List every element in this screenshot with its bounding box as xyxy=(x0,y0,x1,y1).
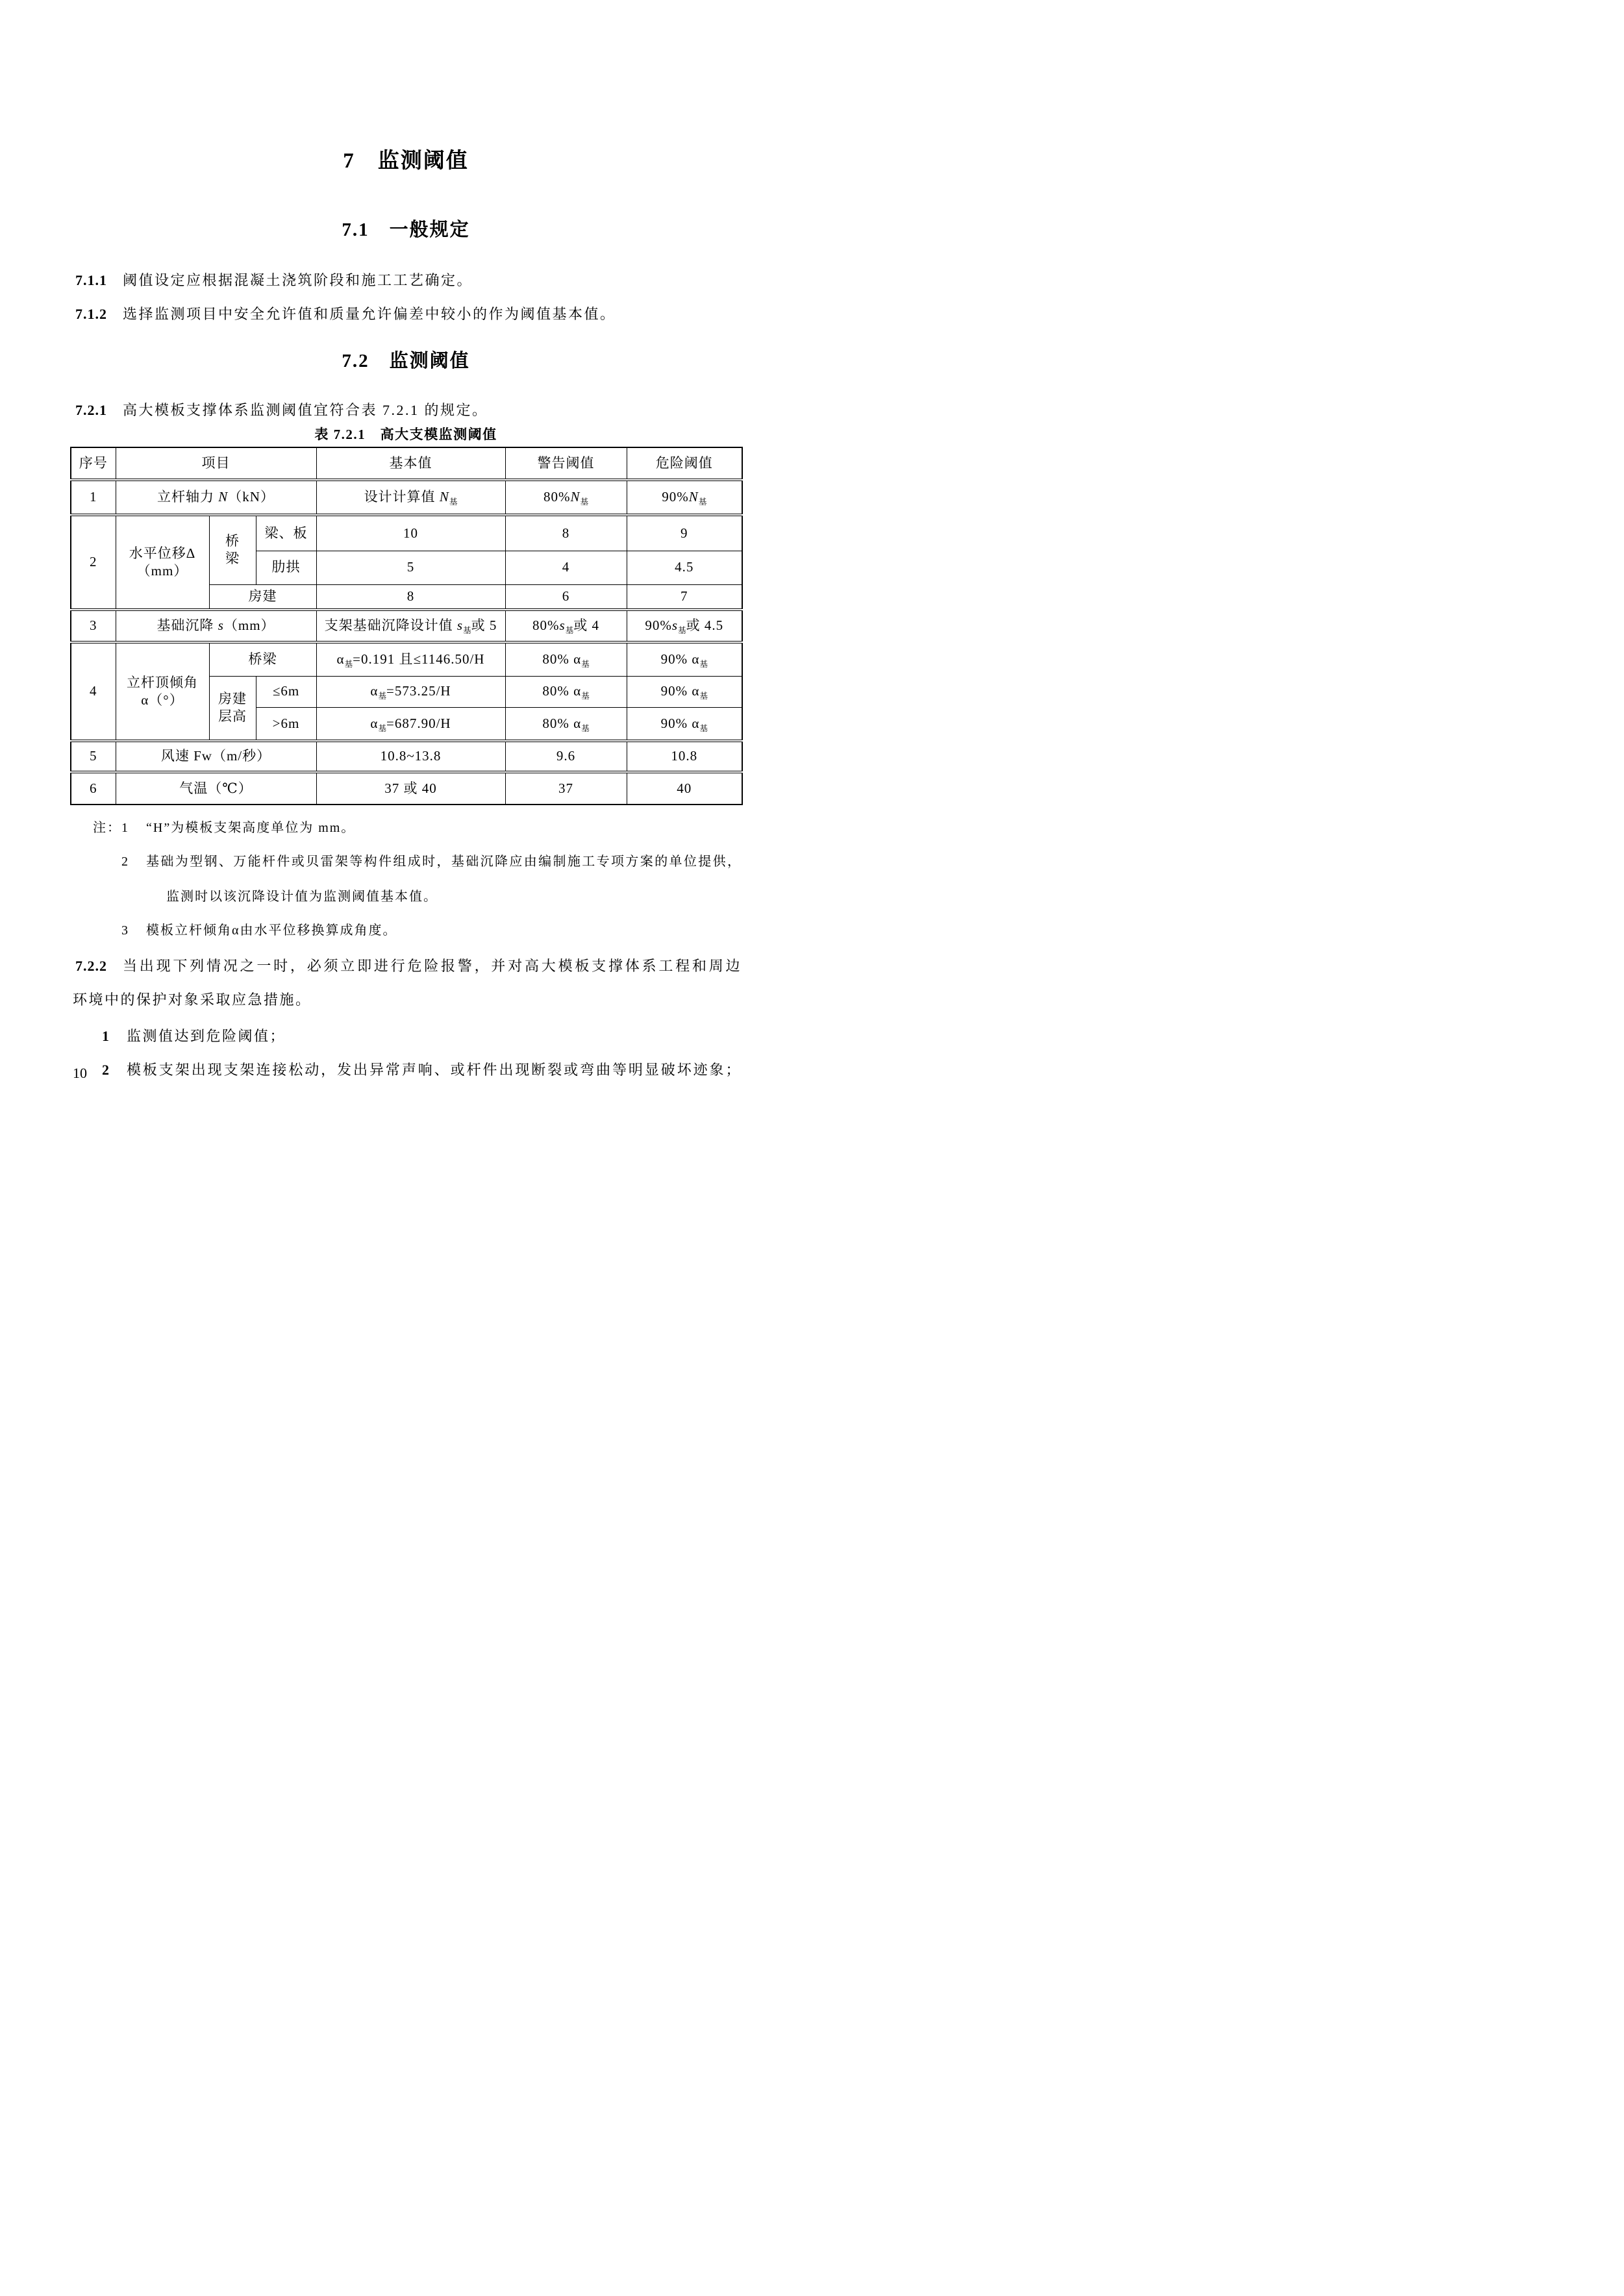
cell-danger: 7 xyxy=(627,584,742,610)
table-row-1 xyxy=(71,480,742,515)
section-heading-7-1: 7.1 一般规定 xyxy=(342,219,470,240)
cell-item: 基础沉降 s（mm） xyxy=(116,610,316,642)
note-text: 模板立杆倾角α由水平位移换算成角度。 xyxy=(146,923,397,938)
cell-base: 支架基础沉降设计值 $s_基$或 5 xyxy=(316,610,505,642)
cell-base: $\alpha_基=0.191$ 且≤1146.50/H xyxy=(316,642,505,676)
cell-warn: 9.6 xyxy=(505,741,627,772)
paragraph-number: 7.1.1 xyxy=(75,272,107,288)
cell-item: 水平位移Δ （mm） xyxy=(116,515,209,610)
cell-item: 气温（℃） xyxy=(116,772,316,805)
cell-warn: 80% $\alpha_基$ xyxy=(505,707,627,741)
table-row-6 xyxy=(71,772,742,805)
cell-warn: 37 xyxy=(505,772,627,805)
header-cell-warn: 警告阈值 xyxy=(505,447,627,480)
cell-sub-label: 梁、板 xyxy=(256,515,316,551)
paragraph-7-2-1 xyxy=(70,399,742,422)
list-item-1 xyxy=(102,1025,742,1048)
cell-danger: 90% $\alpha_基$ xyxy=(627,707,742,741)
note-2-continuation: 监测时以该沉降设计值为监测阈值基本值。 xyxy=(166,890,438,904)
header-cell-base: 基本值 xyxy=(316,447,505,480)
document-page xyxy=(0,0,812,1148)
note-3 xyxy=(93,921,742,940)
item-number: 2 xyxy=(102,1062,111,1078)
chapter-title: 7 监测阈值 xyxy=(343,149,469,173)
paragraph-7-1-2 xyxy=(70,303,742,326)
cell-danger: $90\%s_基$或 4.5 xyxy=(627,610,742,642)
cell-seq: 6 xyxy=(71,772,116,805)
cell-base: 10 xyxy=(316,515,505,551)
monitoring-thresholds-table xyxy=(70,447,743,805)
paragraph-7-2-2 xyxy=(70,955,742,978)
paragraph-7-2-2-continuation: 环境中的保护对象采取应急措施。 xyxy=(73,992,312,1008)
cell-base: 5 xyxy=(316,551,505,584)
table-notes xyxy=(70,818,742,940)
note-2 xyxy=(93,852,742,871)
note-number: 1 xyxy=(121,821,129,835)
cell-warn: 80% $\alpha_基$ xyxy=(505,676,627,707)
header-cell-danger: 危险阈值 xyxy=(627,447,742,480)
cell-danger: $90\%N_基$ xyxy=(627,480,742,515)
cell-seq: 2 xyxy=(71,515,116,610)
item-text: 模板支架出现支架连接松动，发出异常声响、或杆件出现断裂或弯曲等明显破坏迹象； xyxy=(127,1062,742,1078)
paragraph-text: 阈值设定应根据混凝土浇筑阶段和施工工艺确定。 xyxy=(123,272,473,288)
cell-danger: 4.5 xyxy=(627,551,742,584)
note-number: 2 xyxy=(121,855,129,869)
cell-danger: 90% $\alpha_基$ xyxy=(627,676,742,707)
cell-item: 立杆轴力 N（kN） xyxy=(116,480,316,515)
cell-danger: 40 xyxy=(627,772,742,805)
cell-warn: $80\%N_基$ xyxy=(505,480,627,515)
cell-warn: 6 xyxy=(505,584,627,610)
cell-seq: 1 xyxy=(71,480,116,515)
paragraph-text: 当出现下列情况之一时，必须立即进行危险报警，并对高大模板支撑体系工程和周边 xyxy=(123,958,742,974)
table-row-3 xyxy=(71,610,742,642)
table-header-row xyxy=(71,447,742,480)
notes-label: 注： xyxy=(93,821,121,835)
cell-bridge-label: 桥 梁 xyxy=(209,515,256,584)
cell-warn: $80\%s_基$或 4 xyxy=(505,610,627,642)
table-caption: 表 7.2.1 高大支模监测阈值 xyxy=(314,427,497,442)
note-text: “H”为模板支架高度单位为 mm。 xyxy=(146,821,356,835)
paragraph-number: 7.2.2 xyxy=(75,958,107,974)
cell-danger: 9 xyxy=(627,515,742,551)
cell-seq: 4 xyxy=(71,642,116,741)
cell-seq: 5 xyxy=(71,741,116,772)
cell-base: 10.8~13.8 xyxy=(316,741,505,772)
cell-item: 立杆顶倾角 α（°） xyxy=(116,642,209,741)
cell-base: 8 xyxy=(316,584,505,610)
table-row-5 xyxy=(71,741,742,772)
cell-sub-label: >6m xyxy=(256,707,316,741)
paragraph-7-1-1 xyxy=(70,269,742,292)
list-item-2 xyxy=(102,1058,742,1082)
cell-sub-label: 肋拱 xyxy=(256,551,316,584)
cell-item: 风速 Fw（m/秒） xyxy=(116,741,316,772)
cell-seq: 3 xyxy=(71,610,116,642)
note-number: 3 xyxy=(121,923,129,938)
paragraph-text: 高大模板支撑体系监测阈值宜符合表 7.2.1 的规定。 xyxy=(123,402,488,418)
cell-warn: 8 xyxy=(505,515,627,551)
paragraph-text: 选择监测项目中安全允许值和质量允许偏差中较小的作为阈值基本值。 xyxy=(123,306,616,322)
note-text: 基础为型钢、万能杆件或贝雷架等构件组成时，基础沉降应由编制施工专项方案的单位提供， xyxy=(146,855,742,869)
table-row-4-bridge xyxy=(71,642,742,676)
cell-warn: 4 xyxy=(505,551,627,584)
cell-sub-label: 房建 xyxy=(209,584,316,610)
note-1 xyxy=(93,818,742,838)
paragraph-number: 7.2.1 xyxy=(75,402,107,418)
header-cell-item: 项目 xyxy=(116,447,316,480)
cell-base: 设计计算值 $N_基$ xyxy=(316,480,505,515)
paragraph-number: 7.1.2 xyxy=(75,306,107,322)
page-number: 10 xyxy=(73,1065,87,1081)
cell-base: $\alpha_基=573.25/H$ xyxy=(316,676,505,707)
header-cell-seq: 序号 xyxy=(71,447,116,480)
cell-danger: 90% $\alpha_基$ xyxy=(627,642,742,676)
cell-building-storey-label: 房建 层高 xyxy=(209,676,256,741)
section-heading-7-2: 7.2 监测阈值 xyxy=(342,351,470,371)
table-row-2-beam-slab xyxy=(71,515,742,551)
cell-sub-label: ≤6m xyxy=(256,676,316,707)
cell-danger: 10.8 xyxy=(627,741,742,772)
item-number: 1 xyxy=(102,1028,111,1044)
cell-bridge-label: 桥梁 xyxy=(209,642,316,676)
cell-base: $\alpha_基=687.90/H$ xyxy=(316,707,505,741)
item-text: 监测值达到危险阈值； xyxy=(127,1028,286,1044)
cell-warn: 80% $\alpha_基$ xyxy=(505,642,627,676)
cell-base: 37 或 40 xyxy=(316,772,505,805)
